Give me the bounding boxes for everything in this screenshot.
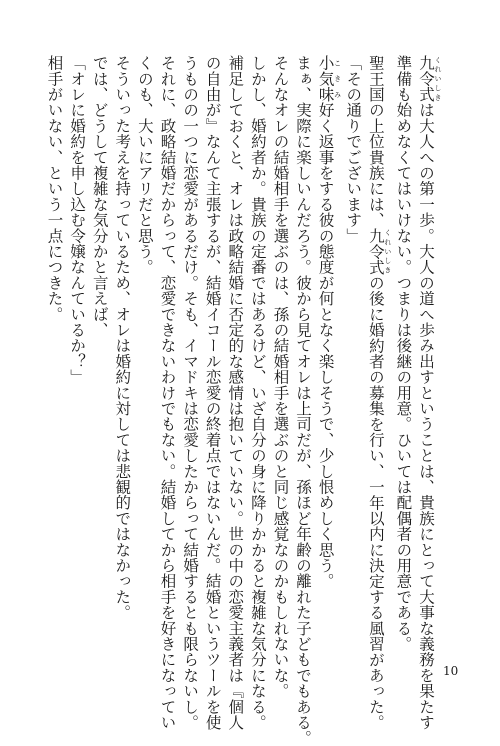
text-line: そういった考えを持っているため、オレは婚約に対しては悲観的ではなかった。 <box>113 55 132 621</box>
text-line: では、どうして複雑な気分かと言えば、 <box>90 55 109 338</box>
furigana: 九令式 くれいしき <box>366 227 392 275</box>
furigana: 九令式 くれいしき <box>417 55 442 103</box>
text-line: 聖王国の上位貴族には、九令式 くれいしきの後に婚約者の募集を行い、一年以内に決定する風習があった。 <box>366 55 392 731</box>
text-line: くのも、大いにアリだと思う。 <box>135 55 154 275</box>
text-line: 相手がいない、という一点につきた。 <box>45 55 64 322</box>
text-line: 小気味 こきみ好く返事をする彼の態度が何となく楽しそうで、少し恨めしく思う。 <box>316 55 342 589</box>
text-line: 九令式 くれいしきは大人への第一歩。大人の道へ歩み出すということは、貴族にとって大事な義務を果たす <box>417 55 442 731</box>
text-line: まぁ、実際に楽しいんだろう。彼から見てオレは上司だが、孫ほど年齢の離れた子どもでもある。 <box>294 55 313 746</box>
text-line: の自由が』なんて主張するが、結婚イコール恋愛の終着点ではないんだ。結婚というツールを使 <box>203 55 222 731</box>
page-number: 10 <box>443 664 459 678</box>
text-line: 補足しておくと、オレは政略結婚に否定的な感情は抱いていない。世の中の恋愛主義者は『個人 <box>226 55 245 731</box>
body-text <box>45 55 442 746</box>
furigana: 小気味 こきみ <box>316 55 342 103</box>
text-line: 「オレに婚約を申し込む令嬢なんているか？」 <box>68 55 87 385</box>
text-line: そんなオレの結婚相手を選ぶのは、孫の結婚相手を選ぶのと同じ感覚なのかもしれないな。 <box>271 55 290 699</box>
text-line: しかし、婚約者か。貴族の定番ではあるけど、いざ自分の身に降りかかると複雑な気分になる。 <box>248 55 267 731</box>
text-line: 準備も始めなくてはいけない。つまりは後継の用意。ひいては配偶者の用意である。 <box>394 55 413 652</box>
text-line: それに、政略結婚だからって、恋愛できないわけでもない。結婚してから相手を好きになってい <box>158 55 177 731</box>
text-line: 「その通りでございます」 <box>344 55 363 244</box>
text-line: うものの一つに恋愛があるだけ。そも、イマドキは恋愛したからって結婚するとも限らないし。 <box>181 55 200 731</box>
